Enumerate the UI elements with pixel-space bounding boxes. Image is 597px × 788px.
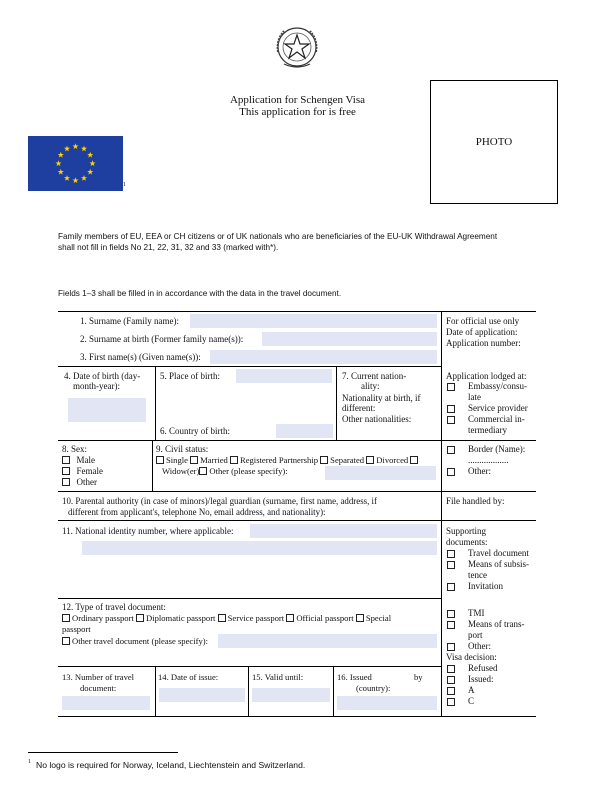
col-divider — [248, 666, 249, 716]
field-13-doc-number-label-line2: document: — [80, 683, 117, 693]
col-divider — [155, 366, 156, 440]
field-16-issued-by-label-line2: (country): — [356, 683, 391, 693]
refused-label: Refused — [468, 663, 498, 673]
application-lodged-label: Application lodged at: — [446, 371, 527, 381]
travel-doc-label: Special — [365, 613, 392, 623]
embassy-checkbox[interactable] — [447, 383, 455, 391]
commercial-intermediary-checkbox[interactable] — [447, 416, 455, 424]
civil-status-single[interactable] — [156, 455, 188, 465]
date-of-birth-input[interactable] — [68, 398, 146, 422]
checkbox[interactable] — [62, 614, 70, 622]
sex-option-other[interactable] — [62, 477, 97, 488]
footnote-text: No logo is required for Norway, Iceland, Liechtenstein and Switzerland. — [36, 760, 306, 770]
civil-status-partnership[interactable] — [230, 455, 318, 465]
footnote-mark: 1 — [28, 759, 31, 765]
civil-status-label: Widow(er) — [162, 466, 200, 476]
service-provider-label: Service provider — [468, 403, 528, 413]
means-of-transport-checkbox[interactable] — [447, 621, 455, 629]
tmi-checkbox[interactable] — [447, 610, 455, 618]
checkbox[interactable] — [286, 614, 294, 622]
row-divider — [58, 520, 536, 521]
field-13-doc-number-label-line1: 13. Number of travel — [62, 672, 135, 682]
application-number-label: Application number: — [446, 338, 521, 348]
supporting-docs-label-line2: documents: — [446, 537, 488, 547]
file-handled-by-label: File handled by: — [446, 496, 505, 506]
travel-doc-official[interactable] — [286, 613, 353, 623]
travel-document-label: Travel document — [468, 548, 529, 558]
col-divider — [333, 666, 334, 716]
visa-a-checkbox[interactable] — [447, 687, 455, 695]
other-civil-status-input[interactable] — [325, 466, 436, 480]
family-notice-line2: shall not fill in fields No 21, 22, 31, 32 and 33 (marked with*). — [58, 243, 279, 252]
other-nationalities-label: Other nationalities: — [342, 414, 412, 424]
photo-label: PHOTO — [475, 136, 513, 148]
commercial-intermediary-line2: termediary — [468, 425, 507, 435]
fields-note: Fields 1–3 shall be filled in in accordance with the data in the travel document. — [58, 289, 342, 298]
checkbox[interactable] — [136, 614, 144, 622]
row-divider — [58, 491, 536, 492]
surname-input[interactable] — [190, 314, 437, 328]
issued-checkbox[interactable] — [447, 676, 455, 684]
means-of-transport-line2: port — [468, 630, 483, 640]
issued-by-input[interactable] — [337, 696, 437, 710]
surname-at-birth-input[interactable] — [262, 332, 437, 346]
field-2-surname-at-birth-label: 2. Surname at birth (Former family name(s)): — [80, 334, 244, 344]
civil-status-label: Separated — [330, 455, 365, 465]
checkbox[interactable] — [156, 456, 164, 464]
travel-doc-other[interactable] — [62, 636, 208, 647]
embassy-label-line1: Embassy/consu- — [468, 381, 527, 391]
footnote-separator — [28, 752, 178, 753]
refused-checkbox[interactable] — [447, 665, 455, 673]
travel-doc-label: Diplomatic passport — [145, 613, 216, 623]
civil-status-widow[interactable] — [162, 466, 209, 476]
travel-document-checkbox[interactable] — [447, 550, 455, 558]
civil-status-other[interactable] — [209, 466, 287, 476]
field-8-sex-label: 8. Sex: — [62, 444, 88, 454]
supporting-docs-label-line1: Supporting — [446, 526, 487, 536]
travel-doc-diplomatic[interactable] — [136, 613, 215, 623]
visa-decision-label: Visa decision: — [446, 652, 497, 662]
civil-status-label: Divorced — [376, 455, 409, 465]
travel-doc-label: Service passport — [227, 613, 285, 623]
checkbox[interactable] — [199, 467, 207, 475]
eu-flag-icon — [28, 136, 123, 191]
col-divider — [155, 666, 156, 716]
official-column-divider — [441, 311, 442, 717]
field-7-nationality-label-line1: 7. Current nation- — [342, 371, 407, 381]
photo-box — [430, 80, 558, 204]
field-3-first-names-label: 3. First name(s) (Given name(s)): — [80, 352, 201, 362]
field-6-country-of-birth-label: 6. Country of birth: — [160, 426, 230, 436]
row-divider — [58, 440, 536, 441]
row-divider — [58, 666, 441, 667]
tmi-label: TMI — [468, 608, 485, 618]
field-4-dob-label-line1: 4. Date of birth (day- — [64, 371, 141, 381]
service-provider-checkbox[interactable] — [447, 405, 455, 413]
means-of-subsistence-line1: Means of subsis- — [468, 559, 529, 569]
civil-status-label: Registered Partnership — [239, 455, 319, 465]
civil-status-divorced[interactable] — [366, 455, 408, 465]
form-title: Application for Schengen Visa — [229, 94, 366, 106]
field-11-national-id-label: 11. National identity number, where applicable: — [62, 526, 234, 536]
checkbox[interactable] — [366, 456, 374, 464]
commercial-intermediary-line1: Commercial in- — [468, 414, 525, 424]
checkbox[interactable] — [218, 614, 226, 622]
form-top-border — [58, 311, 536, 312]
col-divider — [336, 366, 337, 440]
civil-status-options-row2 — [162, 466, 288, 477]
row-divider — [58, 598, 441, 599]
checkbox[interactable] — [62, 637, 70, 645]
checkbox[interactable] — [320, 456, 328, 464]
field-7-nationality-label-line2: ality: — [361, 381, 380, 391]
date-of-application-label: Date of application: — [446, 327, 518, 337]
checkbox[interactable] — [230, 456, 238, 464]
field-10-guardian-label-line1: 10. Parental authority (in case of minors)/legal guardian (surname, first name, address, if — [62, 496, 377, 506]
footnote-reference: 1 — [123, 182, 126, 188]
visa-a-label: A — [468, 685, 475, 695]
national-id-input-extra[interactable] — [82, 541, 437, 555]
field-16-issued-by-label-line1: 16. Issued — [337, 672, 372, 682]
travel-doc-ordinary[interactable] — [62, 613, 134, 623]
means-of-transport-line1: Means of trans- — [468, 619, 525, 629]
other-support-label: Other: — [468, 641, 491, 651]
border-name-label: Border (Name): — [468, 444, 526, 454]
civil-status-label: Other (please specify): — [209, 466, 288, 476]
field-14-date-of-issue-label: 14. Date of issue: — [158, 672, 219, 682]
sex-option-label: Female — [76, 466, 103, 476]
border-checkbox[interactable] — [447, 446, 455, 454]
field-10-guardian-label-line2: different from applicant's, telephone No, email address, and nationality): — [68, 507, 326, 517]
field-1-surname-label: 1. Surname (Family name): — [80, 316, 179, 326]
civil-status-label: Married — [200, 455, 228, 465]
national-id-input[interactable] — [250, 524, 437, 538]
field-4-dob-label-line2: month-year): — [73, 381, 120, 391]
travel-doc-service[interactable] — [218, 613, 285, 623]
field-15-valid-until-label: 15. Valid until: — [252, 672, 304, 682]
civil-status-label: Single — [166, 455, 188, 465]
form-subtitle: This application for is free — [239, 106, 356, 118]
invitation-checkbox[interactable] — [447, 583, 455, 591]
checkbox[interactable] — [62, 456, 70, 464]
travel-document-number-input[interactable] — [62, 696, 150, 710]
sex-option-female[interactable] — [62, 466, 103, 477]
border-name-dots: .................. — [468, 455, 509, 465]
embassy-label-line2: late — [468, 392, 481, 402]
sex-option-label: Other — [76, 477, 97, 487]
field-12-travel-doc-label: 12. Type of travel document: — [62, 602, 166, 612]
field-5-place-of-birth-label: 5. Place of birth: — [160, 371, 220, 381]
sex-option-male[interactable] — [62, 455, 95, 466]
civil-status-married[interactable] — [190, 455, 228, 465]
means-of-subsistence-checkbox[interactable] — [447, 561, 455, 569]
other-lodged-label: Other: — [468, 466, 491, 476]
checkbox[interactable] — [356, 614, 364, 622]
checkbox[interactable] — [410, 456, 418, 464]
nationality-at-birth-label-line2: different: — [342, 403, 376, 413]
italian-emblem-icon — [272, 22, 322, 72]
visa-c-checkbox[interactable] — [447, 698, 455, 706]
invitation-label: Invitation — [468, 581, 503, 591]
special-passport-continued: passport — [62, 624, 91, 634]
means-of-subsistence-line2: tence — [468, 570, 487, 580]
official-use-title: For official use only — [446, 316, 520, 326]
date-of-issue-input[interactable] — [159, 688, 245, 702]
first-names-input[interactable] — [210, 350, 437, 364]
other-lodged-checkbox[interactable] — [447, 468, 455, 476]
place-of-birth-input[interactable] — [236, 369, 332, 383]
visa-c-label: C — [468, 696, 475, 706]
field-16-issued-by-label-by: by — [414, 672, 423, 682]
country-of-birth-input[interactable] — [276, 424, 333, 438]
other-travel-document-input[interactable] — [218, 634, 437, 648]
sex-option-label: Male — [76, 455, 95, 465]
form-bottom-border — [58, 716, 536, 717]
checkbox[interactable] — [190, 456, 198, 464]
travel-doc-special[interactable] — [356, 613, 391, 623]
nationality-at-birth-label-line1: Nationality at birth, if — [342, 393, 421, 403]
travel-doc-options-row1 — [62, 613, 391, 624]
issued-label: Issued: — [468, 674, 494, 684]
travel-doc-label: Ordinary passport — [72, 613, 134, 623]
checkbox[interactable] — [62, 467, 70, 475]
col-divider — [152, 440, 153, 491]
valid-until-input[interactable] — [252, 688, 330, 702]
field-9-civil-status-label: 9. Civil status: — [156, 444, 209, 454]
family-notice-line1: Family members of EU, EEA or CH citizens or of UK nationals who are beneficiaries of the EU-UK Withdrawal Agreement — [58, 232, 498, 241]
checkbox[interactable] — [62, 478, 70, 486]
row-divider — [58, 366, 441, 367]
travel-doc-label: Official passport — [296, 613, 354, 623]
travel-doc-label: Other travel document (please specify): — [72, 636, 209, 646]
civil-status-options-row1 — [156, 455, 420, 466]
civil-status-separated[interactable] — [320, 455, 364, 465]
other-support-checkbox[interactable] — [447, 643, 455, 651]
